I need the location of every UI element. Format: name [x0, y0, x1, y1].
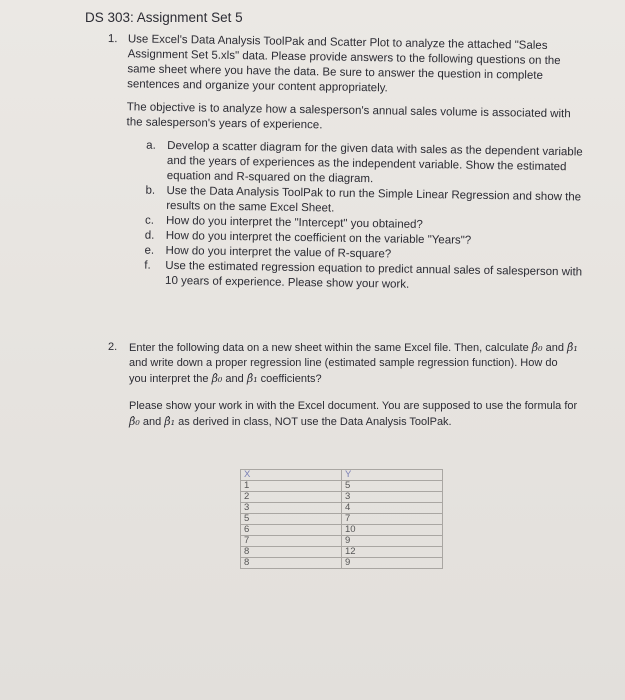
table-header-row [241, 470, 443, 481]
text-run: and write down a proper regression line (estimated sample regression function). How do you interpret the [129, 357, 558, 385]
cell-y: 9 [342, 558, 443, 569]
text-run: coefficients? [260, 373, 322, 385]
cell-x: 2 [241, 492, 342, 503]
question-1-objective: The objective is to analyze how a salesperson's annual sales volume is associated with the salesperson's years of experience. [126, 101, 571, 132]
table-row [241, 558, 443, 569]
question-2 [108, 340, 578, 438]
text-run: Enter the following data on a new sheet within the same Excel file. Then, calculate [129, 342, 529, 354]
question-number: 2. [108, 341, 118, 353]
cell-y: 4 [342, 503, 443, 514]
table-row [241, 547, 443, 558]
beta-0-symbol: β̂₀ [129, 415, 140, 428]
text-run: as derived in class, NOT use the Data Analysis ToolPak. [178, 416, 452, 428]
cell-x: 6 [241, 525, 342, 536]
subquestion-list [144, 139, 586, 296]
subquestion-letter: c. [144, 214, 155, 227]
beta-0-symbol: β̂₀ [531, 341, 543, 354]
question-2-instructions [129, 340, 578, 387]
subquestion-text: How do you interpret the coefficient on the variable "Years"? [165, 229, 472, 247]
cell-x: 7 [241, 536, 342, 547]
subquestion-text: Develop a scatter diagram for the given data with sales as the dependent variable and the years of experiences as the independent variable. Show the estimated equation and R-squared on the diagram. [166, 139, 583, 186]
cell-y: 7 [342, 514, 443, 525]
beta-0-symbol: β̂₀ [211, 372, 223, 385]
beta-1-symbol: β̂₁ [164, 415, 176, 428]
subquestion [146, 139, 587, 191]
beta-1-symbol: β̂₁ [567, 341, 578, 354]
text-run: and [545, 342, 564, 354]
table-row [241, 525, 443, 536]
cell-y: 5 [342, 481, 443, 492]
table-row [241, 481, 443, 492]
subquestion-letter: e. [144, 244, 155, 257]
table-row [241, 492, 443, 503]
subquestion-letter: d. [144, 229, 155, 242]
text-run: and [142, 416, 162, 428]
subquestion-text: Use the estimated regression equation to predict annual sales of salesperson with 10 years of experience. Please show your work. [165, 259, 583, 291]
question-number: 1. [107, 32, 118, 46]
cell-x: 1 [241, 481, 342, 492]
page-title: DS 303: Assignment Set 5 [85, 10, 243, 25]
cell-y: 9 [342, 536, 443, 547]
subquestion-letter: b. [145, 184, 156, 197]
subquestion-letter: a. [146, 139, 156, 152]
text-run: Please show your work in with the Excel document. You are supposed to use the formula for [129, 400, 578, 412]
cell-x: 8 [241, 558, 342, 569]
question-1-intro: Use Excel's Data Analysis ToolPak and Scatter Plot to analyze the attached "Sales Assignment Set 5.xls" data. Please provide answers to the following questions on the same sheet where you have the data. Be sure to answer the question in complete sentences and organize your content appropriately. [127, 33, 561, 95]
header-y: Y [342, 470, 443, 481]
cell-y: 10 [342, 525, 443, 536]
header-x: X [241, 470, 342, 481]
text-run: and [225, 373, 244, 385]
subquestion-text: Use the Data Analysis ToolPak to run the Simple Linear Regression and show the results on the same Excel Sheet. [166, 184, 582, 215]
table-row [241, 514, 443, 525]
subquestion-letter: f. [144, 259, 151, 272]
subquestion-text: How do you interpret the "Intercept" you obtained? [165, 214, 423, 231]
cell-x: 5 [241, 514, 342, 525]
cell-y: 3 [342, 492, 443, 503]
subquestion-text: How do you interpret the value of R-square? [165, 244, 392, 261]
cell-y: 12 [342, 547, 443, 558]
subquestion [144, 259, 584, 296]
table-row [241, 503, 443, 514]
data-table [240, 469, 443, 569]
cell-x: 3 [241, 503, 342, 514]
beta-1-symbol: β̂₁ [246, 372, 258, 385]
cell-x: 8 [241, 547, 342, 558]
question-2-note [129, 399, 578, 430]
question-1 [104, 32, 588, 296]
table-row [241, 536, 443, 547]
